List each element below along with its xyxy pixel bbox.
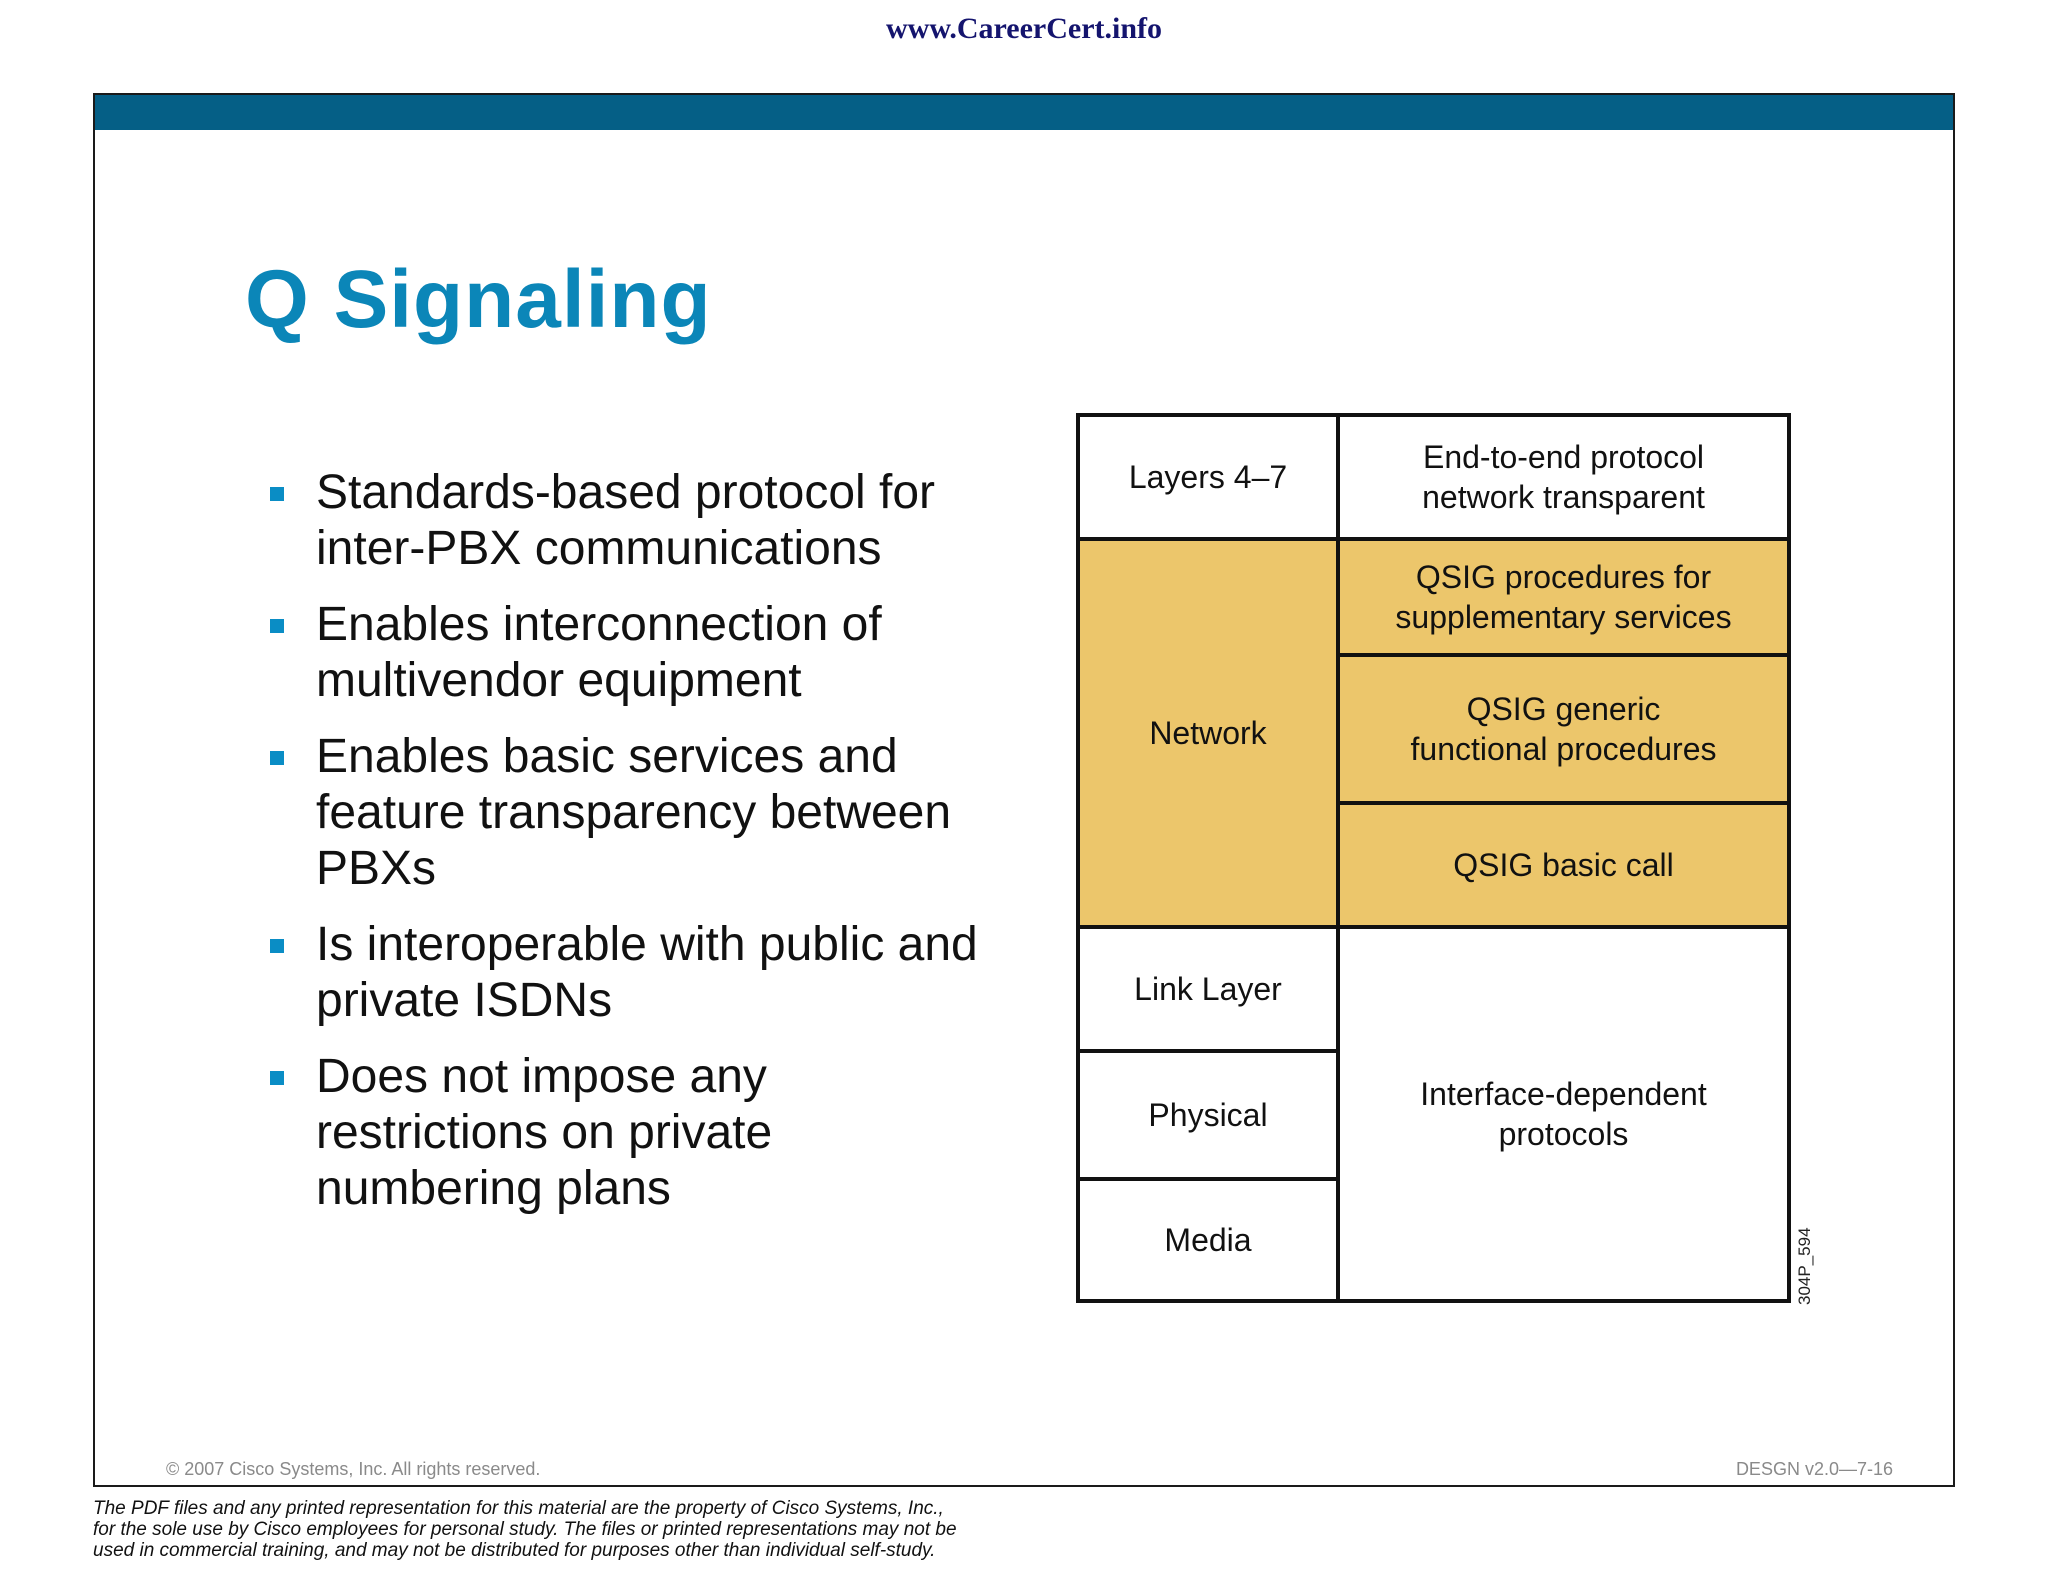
qsig-gfp-line1: QSIG generic [1466, 691, 1661, 727]
cell-qsig-basic-call [1336, 801, 1791, 929]
end-to-end-line2: network transparent [1422, 479, 1705, 515]
cell-layers-4-7-label: Layers 4–7 [1128, 459, 1288, 495]
bullet-item [270, 465, 990, 577]
disclaimer-line: used in commercial training, and may not be distributed for purposes other than individual self-study. [93, 1540, 936, 1561]
square-bullet-icon [270, 751, 284, 765]
bullet-text: Does not impose any restrictions on private numbering plans [316, 1050, 773, 1215]
cell-link-layer-label: Link Layer [1134, 971, 1282, 1007]
course-code: DESGN v2.0—7-16 [1735, 1459, 1893, 1479]
cell-end-to-end-label [1422, 437, 1705, 517]
figure-code: 304P_594 [1795, 1227, 1814, 1305]
disclaimer-line: The PDF files and any printed representation for this material are the property of Cisco Systems, Inc., [93, 1498, 944, 1519]
cell-interface-dependent-label [1420, 1074, 1706, 1154]
bullet-item [270, 729, 990, 897]
square-bullet-icon [270, 1071, 284, 1085]
slide-top-bar [95, 95, 1953, 130]
qsig-gfp-line2: functional procedures [1410, 731, 1717, 767]
disclaimer [93, 1498, 1093, 1561]
site-header[interactable]: www.CareerCert.info [885, 12, 1163, 45]
interface-line2: protocols [1498, 1116, 1629, 1152]
cell-network [1076, 537, 1340, 929]
square-bullet-icon [270, 939, 284, 953]
cell-media [1076, 1177, 1340, 1303]
bullet-item [270, 1049, 990, 1217]
square-bullet-icon [270, 619, 284, 633]
cell-qsig-generic-label [1411, 689, 1717, 769]
cell-qsig-supplementary [1336, 537, 1791, 657]
cell-qsig-supplementary-label [1395, 557, 1731, 637]
bullet-text: Enables interconnection of multivendor equipment [316, 598, 882, 707]
square-bullet-icon [270, 487, 284, 501]
bullet-text: Standards-based protocol for inter-PBX communications [316, 466, 936, 575]
bullet-list [270, 465, 990, 1237]
cell-network-label: Network [1149, 715, 1267, 751]
cell-physical-label: Physical [1148, 1097, 1268, 1133]
disclaimer-line: for the sole use by Cisco employees for personal study. The files or printed representations may not be [93, 1519, 957, 1540]
slide-title: Q Signaling [245, 254, 712, 345]
qsig-layer-diagram [1076, 413, 1791, 1303]
bullet-text: Enables basic services and feature transparency between PBXs [316, 730, 952, 895]
copyright-notice: © 2007 Cisco Systems, Inc. All rights reserved. [166, 1459, 541, 1479]
cell-interface-dependent [1336, 925, 1791, 1303]
bullet-item [270, 597, 990, 709]
cell-qsig-generic [1336, 653, 1791, 805]
cell-end-to-end [1336, 413, 1791, 541]
cell-link-layer [1076, 925, 1340, 1053]
qsig-supp-line1: QSIG procedures for [1415, 559, 1712, 595]
bullet-text: Is interoperable with public and private ISDNs [316, 918, 978, 1027]
qsig-supp-line2: supplementary services [1395, 599, 1732, 635]
cell-physical [1076, 1049, 1340, 1181]
cell-media-label: Media [1164, 1222, 1252, 1258]
end-to-end-line1: End-to-end protocol [1422, 439, 1705, 475]
interface-line1: Interface-dependent [1420, 1076, 1707, 1112]
cell-layers-4-7 [1076, 413, 1340, 541]
cell-qsig-basic-call-label: QSIG basic call [1453, 847, 1674, 883]
bullet-item [270, 917, 990, 1029]
slide [93, 93, 1955, 1487]
